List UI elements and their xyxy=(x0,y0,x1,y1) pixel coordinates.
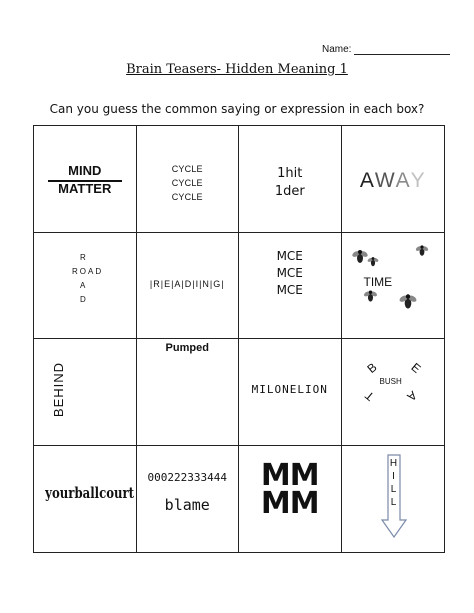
page-title: Brain Teasers- Hidden Meaning 1 xyxy=(126,62,348,77)
away-letter: A xyxy=(359,169,375,192)
cycle-text: CYCLE xyxy=(171,164,203,174)
mind-text: MIND xyxy=(68,163,102,178)
puzzle-grid xyxy=(33,125,445,553)
bush-text: BUSH xyxy=(379,377,402,386)
road-letter: R xyxy=(80,252,88,262)
puzzle-blame-game[interactable] xyxy=(137,446,240,553)
hill-letter: L xyxy=(390,483,397,495)
mm-text: MM xyxy=(260,485,319,521)
puzzle-downhill[interactable] xyxy=(342,446,445,553)
digits-text: 000222333444 xyxy=(147,470,227,484)
puzzle-fading-away[interactable] xyxy=(342,126,445,233)
fly-icon xyxy=(366,255,380,269)
road-letter: A xyxy=(80,280,88,290)
name-field xyxy=(322,44,450,55)
road-horizontal: ROAD xyxy=(72,266,104,276)
puzzle-one-hit-wonder[interactable] xyxy=(239,126,342,233)
cycle-text: CYCLE xyxy=(171,178,203,188)
ballcourt-text: yourballcourt xyxy=(45,483,135,502)
puzzle-crossroads[interactable] xyxy=(34,233,137,340)
beat-letter: E xyxy=(407,360,424,376)
road-letter: D xyxy=(80,294,88,304)
name-blank-line[interactable] xyxy=(354,44,450,55)
reading-text: |R|E|A|D|I|N|G| xyxy=(149,278,225,289)
beat-letter: B xyxy=(363,360,380,376)
hill-letter: H xyxy=(389,457,398,469)
away-letter: Y xyxy=(410,169,426,192)
away-letter: A xyxy=(395,169,411,192)
puzzle-fall-behind[interactable] xyxy=(34,339,137,446)
puzzle-ball-in-your-court[interactable] xyxy=(34,446,137,553)
mce-text: MCE xyxy=(276,265,303,280)
puzzle-one-in-a-million[interactable] xyxy=(239,339,342,446)
puzzle-time-flies[interactable] xyxy=(342,233,445,340)
mm-text: MM xyxy=(260,457,319,493)
puzzle-cycles[interactable] xyxy=(137,126,240,233)
one-der-text: 1der xyxy=(274,184,305,199)
puzzle-mice[interactable] xyxy=(239,233,342,340)
hill-letter: L xyxy=(390,496,397,508)
hill-letter: I xyxy=(392,470,395,482)
beat-letter: A xyxy=(403,388,420,404)
mce-text: MCE xyxy=(276,248,303,263)
puzzle-beat-around-bush[interactable] xyxy=(342,339,445,446)
away-letter: W xyxy=(374,169,396,192)
puzzle-pumped-up[interactable] xyxy=(137,339,240,446)
puzzle-mmmm[interactable] xyxy=(239,446,342,553)
puzzle-mind-over-matter[interactable] xyxy=(34,126,137,233)
cycle-text: CYCLE xyxy=(171,192,203,202)
matter-text: MATTER xyxy=(58,181,112,196)
mce-text: MCE xyxy=(276,282,303,297)
fly-icon xyxy=(414,243,430,259)
beat-letter: T xyxy=(361,388,377,404)
one-hit-text: 1hit xyxy=(277,166,303,181)
time-text: TIME xyxy=(363,274,393,289)
away-word xyxy=(342,169,445,193)
blame-text: blame xyxy=(164,495,210,514)
instruction-text: Can you guess the common saying or expression in each box? xyxy=(49,102,425,116)
name-label: Name: xyxy=(322,44,352,55)
puzzle-reading-between-lines[interactable] xyxy=(137,233,240,340)
pumped-text: Pumped xyxy=(165,342,209,354)
fly-icon xyxy=(397,291,419,313)
behind-text: BEHIND xyxy=(51,361,67,418)
milonelion-text: MILONELION xyxy=(251,383,328,396)
fly-icon xyxy=(362,288,379,305)
